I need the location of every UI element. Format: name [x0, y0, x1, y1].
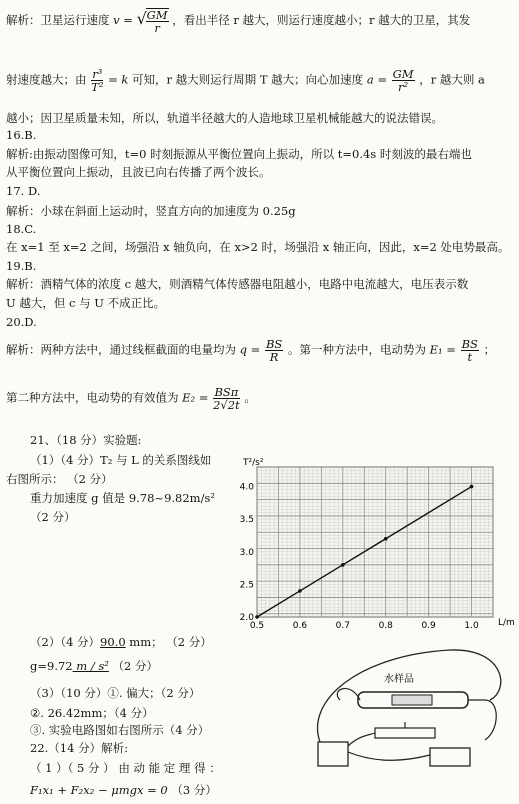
l2-text-b: 可知，r 越大则运行周期 T 越大；向心加速度: [132, 72, 364, 87]
l2-frac2: [392, 68, 415, 93]
y-tick-label: 4.0: [239, 482, 254, 493]
meter: [430, 748, 470, 766]
l15-frac2-den: t: [467, 350, 473, 364]
answer-19: 19.B.: [6, 259, 37, 273]
x-tick-label: 0.6: [292, 621, 308, 631]
x-axis-label: L/m: [498, 618, 515, 628]
text-line-23: [30, 658, 158, 674]
answer-17: 17. D.: [6, 184, 41, 198]
l16-frac: [213, 386, 240, 411]
text-line-24: （3）（10 分）①. 偏大；（2 分）: [30, 686, 201, 700]
l1-sqrt: [137, 8, 169, 34]
l15-text-c: ；: [483, 342, 496, 357]
text-line-20: 重力加速度 g 值是 9.78~9.82m/s²: [30, 491, 215, 505]
l2-frac-num: r³: [92, 67, 103, 81]
data-point: [298, 589, 302, 593]
l15-q-symbol: q =: [239, 342, 261, 357]
l1-text-a: 解析：卫星运行速度: [6, 13, 110, 27]
text-line-10: 在 x=1 至 x=2 之间，场强沿 x 轴负向，在 x>2 时，场强沿 x 轴正向，因此，x=2 处电势最高。: [6, 240, 510, 254]
l23-text-b: （2 分）: [108, 659, 159, 673]
text-line-21: （2 分）: [30, 510, 76, 524]
question-21-title: 21、（18 分）实验题:: [30, 433, 142, 447]
x-tick-label: 0.8: [378, 621, 393, 631]
l15-text-a: 解析：两种方法中，通过线框截面的电量均为: [6, 342, 236, 357]
text-line-19: 右图所示： （2 分）: [6, 472, 113, 486]
l2-text-a: 射速度越大；由: [6, 72, 87, 87]
l2-a-symbol: a =: [366, 72, 387, 87]
text-line-8: 解析：小球在斜面上运动时，竖直方向的加速度为 0.25g: [6, 204, 296, 218]
circuit-wire-mid: [348, 733, 375, 746]
l2-frac2-den: r²: [398, 80, 409, 94]
l16-frac-den: 2√2t: [213, 398, 240, 412]
l16-text-a: 第二种方法中，电动势的有效值为: [6, 390, 179, 405]
l22-text-b: mm； （2 分）: [125, 635, 212, 649]
text-line-29: [30, 782, 217, 798]
text-line-2: [6, 68, 485, 93]
circuit-wire-left: [337, 688, 360, 700]
x-tick-label: 0.5: [249, 621, 265, 631]
y-tick-label: 2.0: [239, 613, 254, 623]
circuit-wire-right: [468, 700, 496, 740]
l15-frac1: [265, 338, 283, 363]
l22-text-a: （2）（4 分）: [30, 635, 101, 649]
l29-text-b: （3 分）: [167, 783, 217, 797]
circuit-wire-bottom: [348, 752, 430, 760]
data-point: [255, 615, 259, 619]
l15-e-symbol: E₁ =: [429, 342, 456, 357]
l1-text-b: ，看出半径 r 越大，则运行速度越小；r 越大的卫星，其发: [172, 13, 471, 27]
l15-text-b: 。第一种方法中，电动势为: [287, 342, 426, 357]
l2-eq: = k: [108, 72, 129, 87]
l23-text-a: g=9.72: [30, 659, 73, 673]
battery: [318, 742, 348, 766]
y-tick-label: 3.0: [239, 547, 254, 558]
l1-frac-den: r: [154, 21, 160, 35]
circuit-diagram: [300, 640, 510, 775]
water-sample-fill: [392, 695, 432, 705]
text-line-25: ②. 26.42mm；（4 分）: [30, 706, 154, 720]
water-sample-label: 水样品: [384, 674, 414, 685]
l23-unit: m / s²: [72, 659, 109, 673]
text-line-22: [30, 634, 212, 650]
l2-frac-den: T²: [91, 80, 104, 94]
l15-frac2: [461, 338, 479, 363]
text-line-18: （1）（4 分）T₂ 与 L 的关系图线如: [30, 453, 212, 467]
data-point: [470, 485, 474, 489]
text-line-13: U 越大，但 c 与 U 不成正比。: [6, 296, 166, 310]
text-line-16: [6, 386, 256, 411]
text-line-1: [6, 8, 470, 34]
y-tick-label: 2.5: [239, 580, 254, 591]
l16-e-symbol: E₂ =: [182, 390, 209, 405]
l15-frac1-den: R: [269, 350, 279, 364]
question-22-title: 22.（14 分）解析:: [30, 741, 128, 755]
text-line-6: 从平衡位置向上振动，且波已向右传播了两个波长。: [6, 165, 271, 179]
t2-vs-l-chart: [232, 455, 519, 645]
text-line-3: 越小；因卫星质量未知，所以，轨道半径越大的人造地球卫星机械能越大的说法错误。: [6, 111, 443, 125]
y-tick-label: 3.5: [239, 515, 254, 526]
l16-frac-num: BSπ: [214, 385, 239, 399]
data-point: [384, 537, 388, 541]
x-tick-label: 1.0: [464, 621, 479, 631]
answer-20: 20.D.: [6, 315, 37, 329]
answer-16: 16.B.: [6, 128, 37, 142]
l15-frac2-num: BS: [461, 337, 478, 351]
x-tick-label: 0.7: [335, 621, 350, 631]
l2-text-c: ，r 越大则 a: [419, 72, 485, 87]
text-line-12: 解析：酒精气体的浓度 c 越大，则酒精气体传感器电阻越小，电路中电流越大，电压表示数: [6, 277, 469, 291]
l1-v-symbol: v =: [113, 13, 133, 27]
rheostat: [375, 728, 435, 738]
l22-answer: 90.0: [100, 635, 126, 649]
text-line-5: 解析:由振动图像可知，t=0 时刻振源从平衡位置向上振动，所以 t=0.4s 时刻波的最右端也: [6, 147, 472, 161]
l1-frac-num: √ GM: [146, 8, 168, 22]
l15-frac1-num: BS: [265, 337, 283, 351]
text-line-15: [6, 338, 495, 363]
l2-frac2-num: GM: [392, 67, 414, 81]
y-axis-label: T²/s²: [243, 458, 264, 468]
text-line-28: （ 1 ）（ 5 分 ） 由 动 能 定 理 得 ：: [30, 761, 221, 775]
l16-text-b: 。: [244, 390, 256, 405]
l2-frac: [91, 68, 103, 93]
answer-18: 18.C.: [6, 222, 37, 236]
l29-equation: F₁x₁ + F₂x₂ − μmgx = 0: [30, 783, 168, 797]
data-point: [341, 563, 345, 567]
text-line-26: ③. 实验电路图如右图所示（4 分）: [30, 723, 210, 737]
x-tick-label: 0.9: [421, 621, 436, 631]
